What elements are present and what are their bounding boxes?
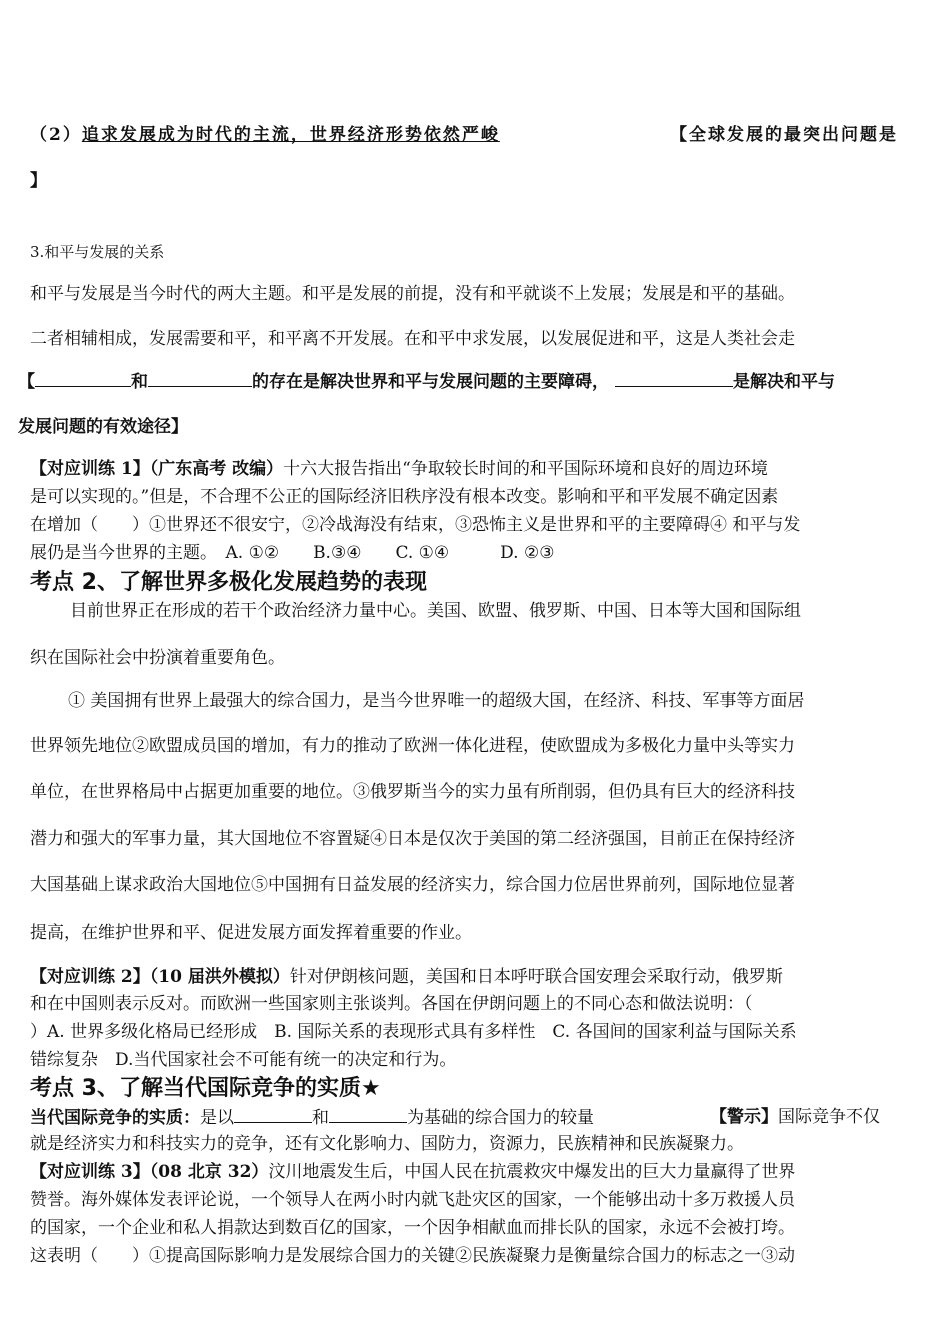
kaodian-2-line-5: 单位，在世界格局中占据更加重要的地位。③俄罗斯当今的实力虽有所削弱，但仍具有巨大的经济科技 [30, 782, 795, 802]
kaodian-2-line-1: 目前世界正在形成的若干个政治经济力量中心。美国、欧盟、俄罗斯、中国、日本等大国和国际组 [70, 601, 801, 621]
section-2-prefix: （2） [30, 125, 82, 145]
essence-b: 和 [312, 1108, 329, 1128]
essence-line [30, 1106, 898, 1129]
bracket-open: 【 [18, 372, 35, 392]
exercise-3-line-2: 赞誉。海外媒体发表评论说，一个领导人在两小时内就飞赴灾区的国家，一个能够出动十多万救援人员 [30, 1190, 795, 1210]
section-2-title: 追求发展成为时代的主流，世界经济形势依然严峻 [81, 125, 500, 145]
warning-label: 【警示】 [710, 1107, 778, 1127]
exercise-1-line-2: 是可以实现的。”但是，不合理不公正的国际经济旧秩序没有根本改变。影响和平和平发展不确定因素 [30, 487, 779, 507]
kaodian-2-line-6: 潜力和强大的军事力量，其大国地位不容置疑④日本是仅次于美国的第二经济强国，目前正在保持经济 [30, 829, 795, 849]
section-3-paragraph-1: 和平与发展是当今时代的两大主题。和平是发展的前提，没有和平就谈不上发展；发展是和平的基础。 [30, 284, 795, 304]
kaodian-2-line-7: 大国基础上谋求政治大国地位⑤中国拥有日益发展的经济实力，综合国力位居世界前列，国际地位显著 [30, 875, 795, 895]
essence-label: 当代国际竞争的实质： [30, 1108, 200, 1128]
exercise-2-label: 【对应训练 2】 [30, 967, 150, 987]
exercise-2-line-1 [30, 966, 898, 988]
warning [710, 1106, 880, 1128]
kaodian-2-line-2: 织在国际社会中扮演着重要角色。 [30, 648, 285, 668]
exercise-2-line-2: 和在中国则表示反对。而欧洲一些国家则主张谈判。各国在伊朗问题上的不同心态和做法说明：（ [30, 994, 753, 1014]
exercise-3-source: （08 北京 32） [149, 1162, 269, 1182]
kaodian-2-title: 考点 2、了解世界多极化发展趋势的表现 [30, 570, 427, 595]
warning-line-2: 就是经济实力和科技实力的竞争，还有文化影响力、国防力，资源力，民族精神和民族凝聚力。 [30, 1134, 744, 1154]
exercise-1-text-1: 十六大报告指出“争取较长时间的和平国际环境和良好的周边环境 [283, 459, 768, 479]
kaodian-2-line-4: 世界领先地位②欧盟成员国的增加，有力的推动了欧洲一体化进程，使欧盟成为多极化力量中头等实力 [30, 736, 795, 756]
section-3-fill-line-2: 发展问题的有效途径】 [18, 417, 188, 437]
exercise-3-text-1: 汶川地震发生后，中国人民在抗震救灾中爆发出的巨大力量赢得了世界 [268, 1162, 796, 1182]
exercise-3-line-4: 这表明（ ）①提高国际影响力是发展综合国力的关键②民族凝聚力是衡量综合国力的标志之一③动 [30, 1246, 795, 1266]
essence-a: 是以 [200, 1108, 234, 1128]
fill-and: 和 [131, 372, 148, 392]
essence-blank-1[interactable] [234, 1106, 312, 1123]
section-3-fill-line [18, 370, 898, 393]
essence-c: 为基础的综合国力的较量 [407, 1108, 594, 1128]
fill-end: 是解决和平与 [733, 372, 835, 392]
kaodian-2-line-3: ① 美国拥有世界上最强大的综合国力，是当今世界唯一的超级大国，在经济、科技、军事等方面居 [68, 691, 805, 711]
exercise-1-source: （广东高考 改编） [149, 459, 284, 479]
exercise-1-label: 【对应训练 1】 [30, 459, 150, 479]
kaodian-2-line-8: 提高，在维护世界和平、促进发展方面发挥着重要的作业。 [30, 923, 472, 943]
section-2-line [30, 124, 898, 146]
exercise-1-line-1 [30, 458, 898, 480]
section-3-paragraph-2: 二者相辅相成，发展需要和平，和平离不开发展。在和平中求发展，以发展促进和平，这是人类社会走 [30, 329, 795, 349]
kaodian-3-title: 考点 3、了解当代国际竞争的实质★ [30, 1076, 381, 1101]
fill-mid: 的存在是解决世界和平与发展问题的主要障碍， [252, 372, 609, 392]
essence-blank-2[interactable] [329, 1106, 407, 1123]
section-3-heading: 3.和平与发展的关系 [30, 243, 165, 261]
blank-1[interactable] [35, 370, 131, 387]
exercise-3-line-1 [30, 1161, 898, 1183]
warning-text: 国际竞争不仅 [778, 1107, 880, 1127]
exercise-2-source: （10 届洪外模拟） [149, 967, 290, 987]
exercise-3-label: 【对应训练 3】 [30, 1162, 150, 1182]
exercise-1-line-4: 展仍是当今世界的主题。 A. ①② B.③④ C. ①④ D. ②③ [30, 543, 555, 563]
exercise-3-line-3: 的国家，一个企业和私人捐款达到数百亿的国家，一个因争相献血而排长队的国家，永远不会被打垮。 [30, 1218, 795, 1238]
section-2-note-close: 】 [30, 171, 47, 191]
exercise-1-line-3: 在增加（ ）①世界还不很安宁，②冷战海没有结束，③恐怖主义是世界和平的主要障碍④ 和平与发 [30, 515, 801, 535]
section-2-note: 【全球发展的最突出问题是 [670, 125, 898, 145]
exercise-2-line-4: 错综复杂 D.当代国家社会不可能有统一的决定和行为。 [30, 1050, 457, 1070]
exercise-2-text-1: 针对伊朗核问题，美国和日本呼吁联合国安理会采取行动，俄罗斯 [289, 967, 783, 987]
blank-2[interactable] [148, 370, 252, 387]
blank-3[interactable] [615, 370, 733, 387]
exercise-2-line-3: ）A. 世界多级化格局已经形成 B. 国际关系的表现形式具有多样性 C. 各国间的国家利益与国际关系 [30, 1022, 797, 1042]
